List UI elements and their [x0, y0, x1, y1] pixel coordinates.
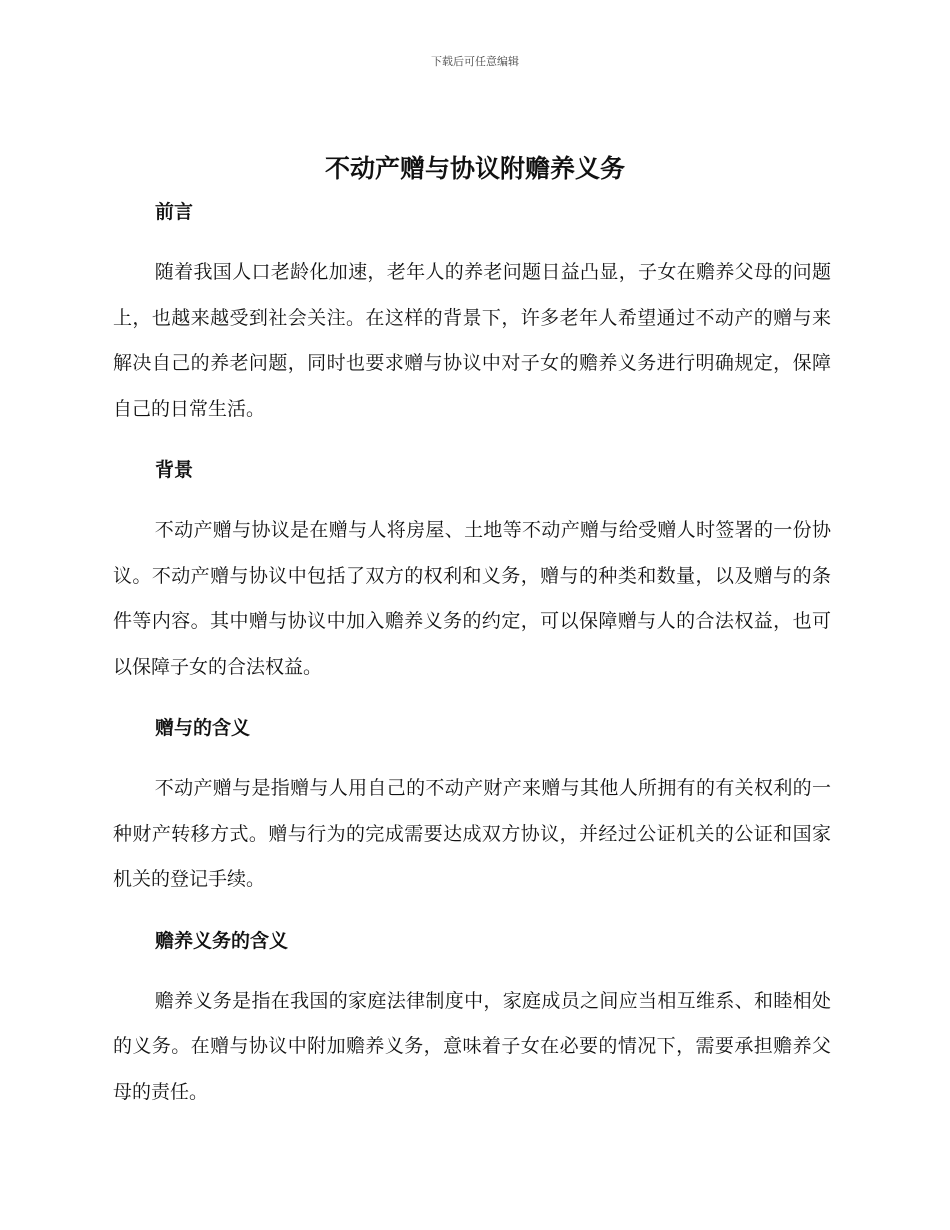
section-paragraph: 不动产赠与是指赠与人用自己的不动产财产来赠与其他人所拥有的有关权利的一种财产转移方式。赠与行为的完成需要达成双方协议，并经过公证机关的公证和国家机关的登记手续。 [113, 777, 831, 890]
section-paragraph: 随着我国人口老龄化加速，老年人的养老问题日益凸显，子女在赡养父母的问题上，也越来越受到社会关注。在这样的背景下，许多老年人希望通过不动产的赠与来解决自己的养老问题，同时也要求赠与协议中对子女的赡养义务进行明确规定，保障自己的日常生活。 [113, 261, 831, 420]
page-header-note: 下载后可任意编辑 [431, 55, 519, 68]
section-gift-meaning [113, 710, 831, 903]
section-paragraph: 赡养义务是指在我国的家庭法律制度中，家庭成员之间应当相互维系、和睦相处的义务。在赠与协议中附加赡养义务，意味着子女在必要的情况下，需要承担赡养父母的责任。 [113, 989, 831, 1103]
section-heading: 背景 [155, 459, 194, 481]
section-heading: 赠与的含义 [155, 717, 251, 739]
document-title: 不动产赠与协议附赡养义务 [324, 154, 625, 183]
section-preface [113, 194, 831, 432]
document-body [113, 194, 831, 1135]
section-heading: 前言 [155, 201, 194, 223]
section-heading: 赡养义务的含义 [155, 929, 289, 952]
section-background [113, 452, 831, 690]
section-support-obligation [113, 923, 831, 1116]
section-paragraph: 不动产赠与协议是在赠与人将房屋、土地等不动产赠与给受赠人时签署的一份协议。不动产赠与协议中包括了双方的权利和义务，赠与的种类和数量，以及赠与的条件等内容。其中赠与协议中加入赡养义务的约定，可以保障赠与人的合法权益，也可以保障子女的合法权益。 [113, 519, 831, 678]
